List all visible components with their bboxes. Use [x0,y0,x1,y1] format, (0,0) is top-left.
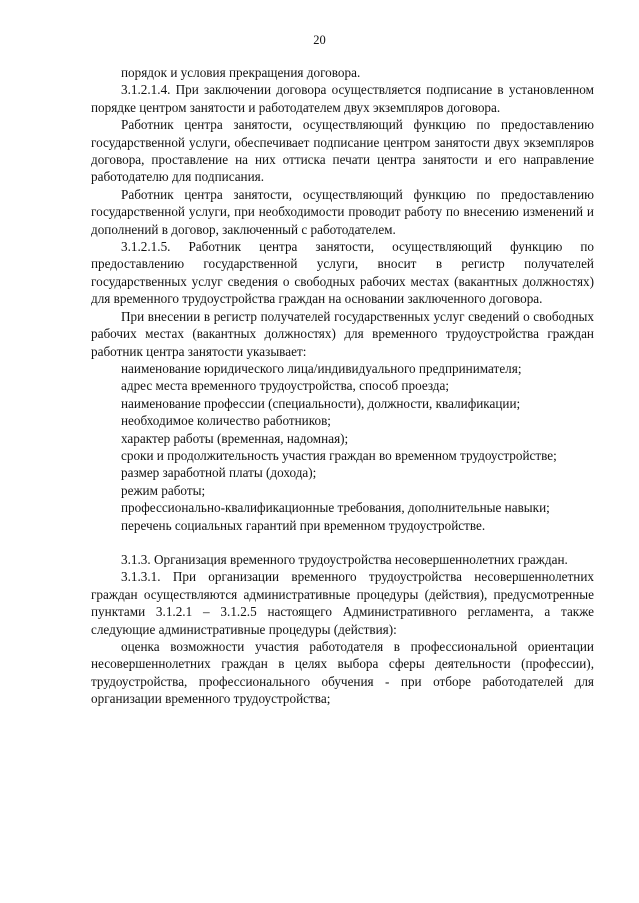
section-heading-3-1-3: 3.1.3. Организация временного трудоустройства несовершеннолетних граждан. [121,551,568,567]
list-item-social-guarantees: перечень социальных гарантий при временном трудоустройстве. [121,517,486,533]
paragraph-3-1-3-1: 3.1.3.1. При организации временного трудоустройства несовершеннолетних граждан осуществляются административные процедуры (действия), предусмотренные пунктами 3.1.2.1 – 3.1.2.5 настоящего Административного регламента, а также следующие административные процедуры (действия): [91,569,594,637]
document-body [91,64,594,708]
paragraph-3-1-2-1-4: 3.1.2.1.4. При заключении договора осуществляется подписание в установленном порядке центром занятости и работодателем двух экземпляров договора. [91,82,594,115]
page-number: 20 [313,33,326,47]
paragraph-register-entry: При внесении в регистр получателей государственных услуг сведений о свободных рабочих местах (вакантных должностях) для временного трудоустройства граждан работник центра занятости указывает: [91,308,594,359]
paragraph-termination-terms: порядок и условия прекращения договора. [121,65,361,80]
list-item-employer-name: наименование юридического лица/индивидуального предпринимателя; [121,360,522,376]
list-item-work-nature: характер работы (временная, надомная); [121,430,349,446]
list-item-duration: сроки и продолжительность участия граждан во временном трудоустройстве; [121,447,557,463]
list-item-worker-count: необходимое количество работников; [121,413,331,429]
paragraph-3-1-2-1-5: 3.1.2.1.5. Работник центра занятости, осуществляющий функцию по предоставлению государственной услуги, вносит в регистр получателей государственных услуг сведения о свободных рабочих местах (вакантных должностях) для временного трудоустройства граждан на основании заключенного договора. [91,239,594,307]
list-item-profession: наименование профессии (специальности), должности, квалификации; [121,395,521,411]
paragraph-signing-contract: Работник центра занятости, осуществляющий функцию по предоставлению государственной услуги, обеспечивает подписание центром занятости двух экземпляров договора, проставление на них оттиска печати центра занятости и его направление работодателю для подписания. [91,117,594,185]
paragraph-contract-amendments: Работник центра занятости, осуществляющий функцию по предоставлению государственной услуги, при необходимости проводит работу по внесению изменений и дополнений в договор, заключенный с работодателем. [91,186,594,237]
list-item-requirements: профессионально-квалификационные требования, дополнительные навыки; [121,500,550,516]
list-item-salary: размер заработной платы (дохода); [121,465,317,481]
list-item-work-address: адрес места временного трудоустройства, способ проезда; [121,378,450,394]
list-item-employer-assessment: оценка возможности участия работодателя в профессиональной ориентации несовершеннолетних граждан в целях выбора сферы деятельности (профессии), трудоустройства, профессионального обучения - при отборе работодателей для организации временного трудоустройства; [91,639,594,707]
list-item-work-schedule: режим работы; [121,482,206,498]
